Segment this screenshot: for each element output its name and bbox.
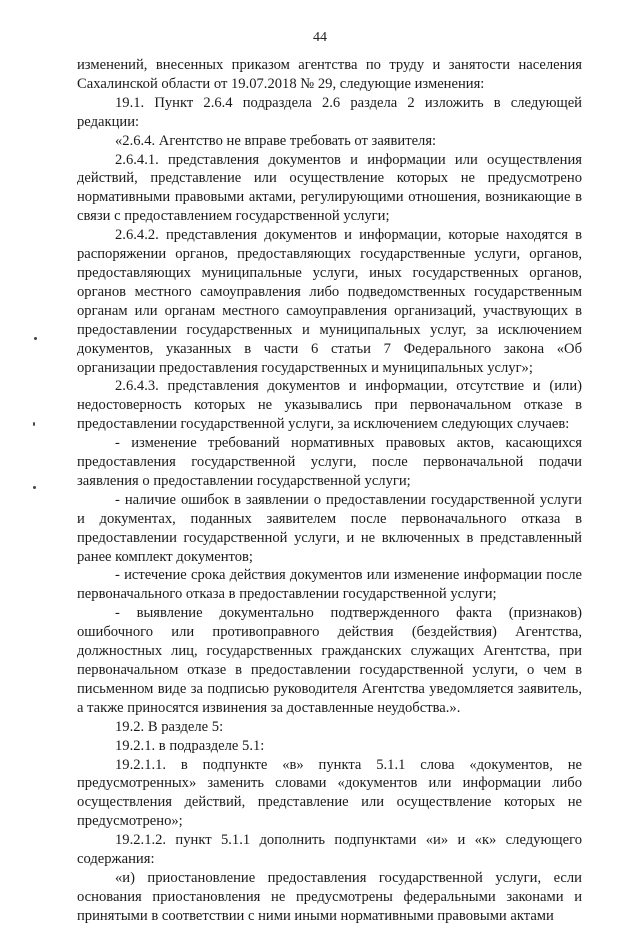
paragraph: «2.6.4. Агентство не вправе требовать от заявителя: xyxy=(115,132,437,149)
paragraph: 19.2. В разделе 5: xyxy=(115,718,224,735)
paragraph: изменений, внесенных приказом агентства по труду и занятости населения Сахалинской области от 19.07.2018 № 29, следующие изменения: xyxy=(77,57,582,92)
paragraph: 2.6.4.3. представления документов и информации, отсутствие и (или) недостоверность которых не указывались при первоначальном отказе в предоставлении государственной услуги, за исключением следующих случаев: xyxy=(77,378,582,433)
paragraph: «и) приостановление предоставления государственной услуги, если основания приостановления не предусмотрены федеральными законами и принятыми в соответствии с ними иными нормативными правовыми актами xyxy=(77,869,582,924)
paragraph: 19.2.1. в подразделе 5.1: xyxy=(115,737,265,754)
body-text xyxy=(77,56,582,926)
page-number: 44 xyxy=(313,30,327,45)
paragraph: - изменение требований нормативных правовых актов, касающихся предоставления государственной услуги, после первоначальной подачи заявления о предоставлении государственной услуги; xyxy=(77,435,582,489)
paragraph: 19.2.1.2. пункт 5.1.1 дополнить подпунктами «и» и «к» следующего содержания: xyxy=(77,832,582,868)
scan-mark-dot xyxy=(34,337,37,340)
paragraph: 2.6.4.1. представления документов и информации или осуществления действий, представление или осуществление которых не предусмотрено нормативными правовыми актами, регулирующими отношения, возникающие в связи с предоставлением государственной услуги; xyxy=(77,151,582,225)
scan-mark-dot xyxy=(33,422,35,426)
paragraph: 19.1. Пункт 2.6.4 подраздела 2.6 раздела 2 изложить в следующей редакции: xyxy=(77,94,582,130)
paragraph: - истечение срока действия документов или изменение информации после первоначального отказа в предоставлении государственной услуги; xyxy=(77,567,582,603)
paragraph: 2.6.4.2. представления документов и информации, которые находятся в распоряжении органов, предоставляющих государственные услуги, органов, предоставляющих муниципальные услуги, иных государственных органов, органов местного самоуправления либо подведомственных государственным органам или органам местного самоуправления организаций, участвующих в предоставлении государственных и муниципальных услуг, за исключением документов, указанных в части 6 статьи 7 Федерального закона «Об организации предоставления государственных и муниципальных услуг»; xyxy=(77,227,582,376)
paragraph: - выявление документально подтвержденного факта (признаков) ошибочного или противоправного действия (бездействия) Агентства, должностных лиц, государственных гражданских служащих Агентства, при первоначальном отказе в предоставлении государственной услуги, о чем в письменном виде за подписью руководителя Агентства уведомляется заявитель, а также приносятся извинения за доставленные неудобства.». xyxy=(77,605,582,716)
scan-mark-dot xyxy=(33,486,36,489)
paragraph: - наличие ошибок в заявлении о предоставлении государственной услуги и документах, поданных заявителем после первоначального отказа в предоставлении государственной услуги, и не включенных в представленный ранее комплект документов; xyxy=(77,491,582,565)
paragraph: 19.2.1.1. в подпункте «в» пункта 5.1.1 слова «документов, не предусмотренных» заменить словами «документов или информации либо осуществления действий, представление или осуществление которых не предусмотрено»; xyxy=(77,756,582,830)
